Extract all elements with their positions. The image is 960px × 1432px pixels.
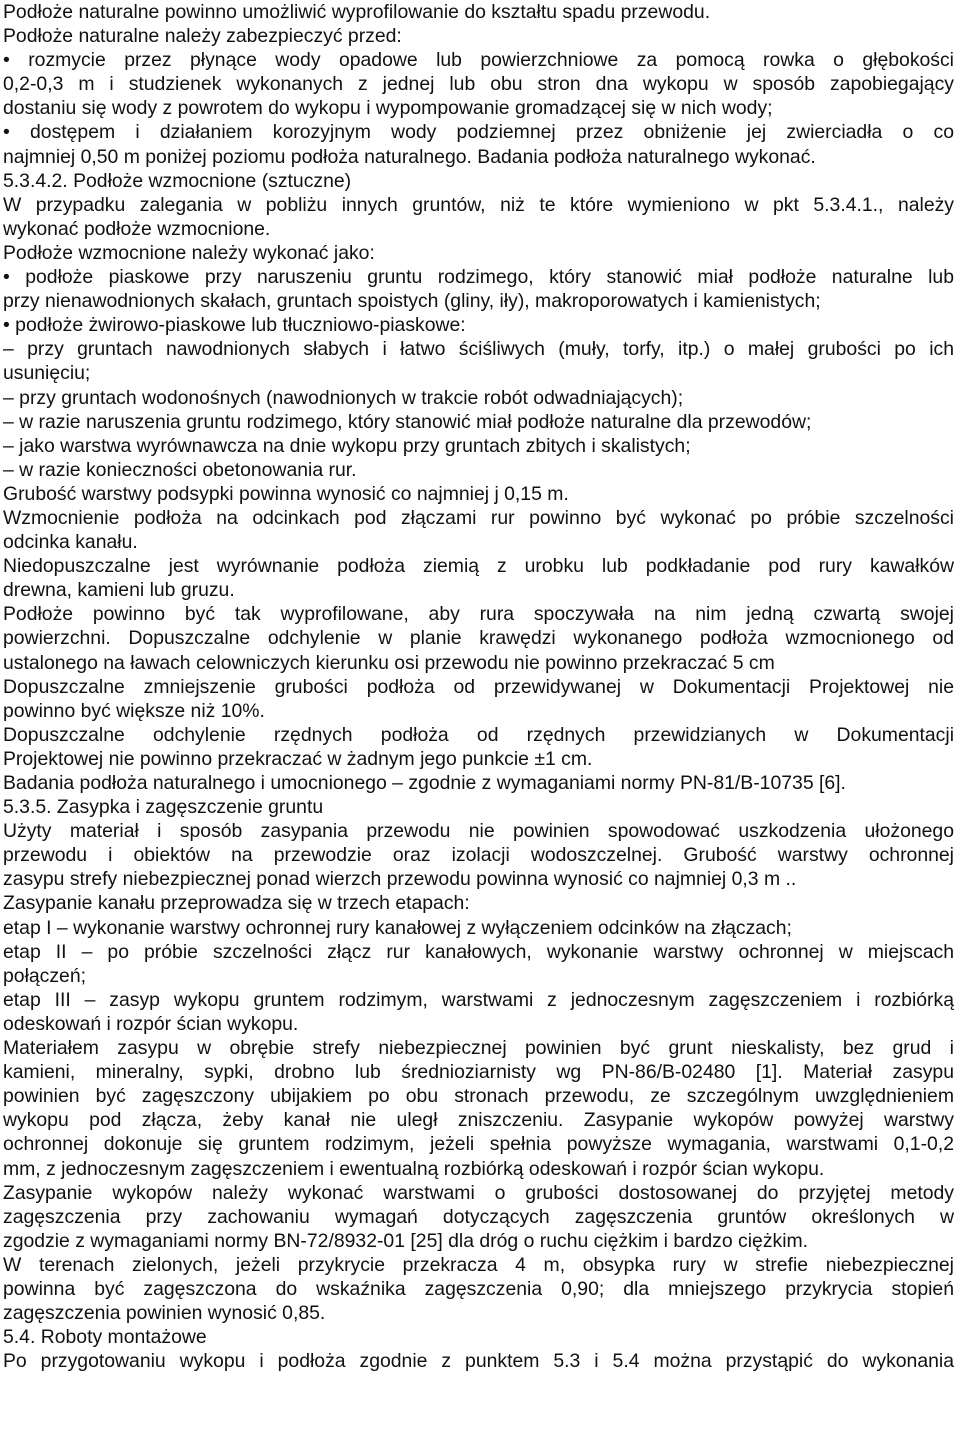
text-line: 0,2-0,3 m i studzienek wykonanych z jednej lub obu stron dna wykopu w sposób zapobiegający — [3, 73, 954, 96]
text-line: drewna, kamieni lub gruzu. — [3, 579, 235, 602]
text-line: • podłoże piaskowe przy naruszeniu gruntu rodzimego, który stanowić miał podłoże naturalne lub — [3, 266, 954, 289]
text-line: zasypu strefy niebezpiecznej ponad wierzch przewodu powinna wynosić co najmniej 0,3 m .. — [3, 868, 797, 891]
text-line: dostaniu się wody z powrotem do wykopu i wypompowanie gromadzącej się w nich wody; — [3, 97, 773, 120]
text-line: Dopuszczalne odchylenie rzędnych podłoża od rzędnych przewidzianych w Dokumentacji — [3, 723, 954, 746]
text-line: odcinka kanału. — [3, 531, 138, 554]
text-line: zagęszczenia przy zachowaniu wymagań dotyczących zagęszczenia gruntów określonych w — [3, 1205, 954, 1228]
text-line: Użyty materiał i sposób zasypania przewodu nie powinien spowodować uszkodzenia ułożonego — [3, 820, 954, 843]
text-line: Podłoże wzmocnione należy wykonać jako: — [3, 241, 375, 264]
text-line: Grubość warstwy podsypki powinna wynosić co najmniej j 0,15 m. — [3, 482, 569, 505]
text-line: Podłoże naturalne należy zabezpieczyć przed: — [3, 25, 402, 48]
text-line: 5.3.5. Zasypka i zagęszczenie gruntu — [3, 796, 324, 819]
text-line: usunięciu; — [3, 362, 91, 385]
text-line: Materiałem zasypu w obrębie strefy niebezpiecznej powinien być grunt nieskalisty, bez grud i — [3, 1037, 954, 1060]
text-line: – przy gruntach wodonośnych (nawodnionych w trakcie robót odwadniających); — [3, 386, 684, 409]
text-line: przewodu i obiektów na przewodzie oraz izolacji wodoszczelnej. Grubość warstwy ochronnej — [3, 844, 954, 867]
text-line: ochronnej dokonuje się gruntem rodzimym, jeżeli spełnia powyższe wymagania, warstwami 0,1-0,2 — [3, 1133, 954, 1156]
text-line: Dopuszczalne zmniejszenie grubości podłoża od przewidywanej w Dokumentacji Projektowej nie — [3, 675, 954, 698]
text-line: • podłoże żwirowo-piaskowe lub tłuczniowo-piaskowe: — [3, 314, 466, 337]
text-line: W przypadku zalegania w pobliżu innych gruntów, niż te które wymieniono w pkt 5.3.4.1., należy — [3, 193, 954, 216]
text-line: • rozmycie przez płynące wody opadowe lub powierzchniowe za pomocą rowka o głębokości — [3, 49, 954, 72]
text-line: wykonać podłoże wzmocnione. — [3, 217, 271, 240]
text-line: mm, z jednoczesnym zagęszczeniem i ewentualną rozbiórką odeskowań i rozpór ścian wykopu. — [3, 1157, 825, 1180]
text-line: – w razie konieczności obetonowania rur. — [3, 458, 357, 481]
text-line: etap I – wykonanie warstwy ochronnej rury kanałowej z wyłączeniem odcinków na złączach; — [3, 916, 792, 939]
text-line: ustalonego na ławach celowniczych kierunku osi przewodu nie powinno przekraczać 5 cm — [3, 651, 775, 674]
text-line: Wzmocnienie podłoża na odcinkach pod złączami rur powinno być wykonać po próbie szczelności — [3, 506, 954, 529]
text-line: przy nienawodnionych skałach, gruntach spoistych (gliny, iły), makroporowatych i kamienistych; — [3, 290, 821, 313]
text-line: – jako warstwa wyrównawcza na dnie wykopu przy gruntach zbitych i skalistych; — [3, 434, 691, 457]
text-line: powinno być większe niż 10%. — [3, 699, 265, 722]
text-line: • dostępem i działaniem korozyjnym wody podziemnej przez obniżenie jej zwierciadła o co — [3, 121, 954, 144]
text-line: wykopu pod złącza, żeby kanał nie uległ zniszczeniu. Zasypanie wykopów powyżej warstwy — [3, 1109, 954, 1132]
text-line: Podłoże naturalne powinno umożliwić wyprofilowanie do kształtu spadu przewodu. — [3, 1, 711, 23]
text-line: etap II – po próbie szczelności złącz rur kanałowych, wykonanie warstwy ochronnej w miejscach — [3, 940, 954, 963]
text-line: powinien być zagęszczony ubijakiem po obu stronach przewodu, ze szczególnym uwzględnieniem — [3, 1085, 954, 1108]
text-line: W terenach zielonych, jeżeli przykrycie przekracza 4 m, obsypka rury w strefie niebezpiecznej — [3, 1253, 954, 1276]
text-line: 5.3.4.2. Podłoże wzmocnione (sztuczne) — [3, 169, 352, 192]
text-line: etap III – zasyp wykopu gruntem rodzimym, warstwami z jednoczesnym zagęszczeniem i rozbiórką — [3, 988, 954, 1011]
text-line: zagęszczenia powinien wynosić 0,85. — [3, 1302, 326, 1325]
text-line: najmniej 0,50 m poniżej poziomu podłoża naturalnego. Badania podłoża naturalnego wykonać. — [3, 145, 816, 168]
text-line: Podłoże powinno być tak wyprofilowane, aby rura spoczywała na nim jedną czwartą swojej — [3, 603, 954, 626]
text-line: Zasypanie kanału przeprowadza się w trzech etapach: — [3, 892, 470, 915]
text-line: Badania podłoża naturalnego i umocnionego – zgodnie z wymaganiami normy PN-81/B-10735 [6]. — [3, 772, 846, 794]
text-line: kamieni, mineralny, sypki, drobno lub średnioziarnisty wg PN-86/B-02480 [1]. Materiał zasypu — [3, 1061, 954, 1084]
text-line: 5.4. Roboty montażowe — [3, 1326, 207, 1349]
text-line: powinna być zagęszczona do wskaźnika zagęszczenia 0,90; dla mniejszego przykrycia stopień — [3, 1277, 954, 1300]
text-line: powierzchni. Dopuszczalne odchylenie w planie krawędzi wykonanego podłoża wzmocnionego od — [3, 627, 954, 650]
text-line: Niedopuszczalne jest wyrównanie podłoża ziemią z urobku lub podkładanie pod rury kawałków — [3, 555, 954, 578]
text-line: połączeń; — [3, 964, 87, 987]
text-line: Zasypanie wykopów należy wykonać warstwami o grubości dostosowanej do przyjętej metody — [3, 1181, 954, 1204]
text-line: Po przygotowaniu wykopu i podłoża zgodnie z punktem 5.3 i 5.4 można przystąpić do wykonania — [3, 1350, 954, 1373]
text-line: odeskowań i rozpór ścian wykopu. — [3, 1012, 299, 1035]
text-line: zgodzie z wymaganiami normy BN-72/8932-01 [25] dla dróg o ruchu ciężkim i bardzo ciężkim. — [3, 1229, 809, 1252]
text-line: – w razie naruszenia gruntu rodzimego, który stanowić miał podłoże naturalne dla przewodów; — [3, 410, 812, 433]
text-line: Projektowej nie powinno przekraczać w żadnym jego punkcie ±1 cm. — [3, 747, 593, 770]
text-line: – przy gruntach nawodnionych słabych i łatwo ściśliwych (muły, torfy, itp.) o małej grubości po ich — [3, 338, 954, 361]
